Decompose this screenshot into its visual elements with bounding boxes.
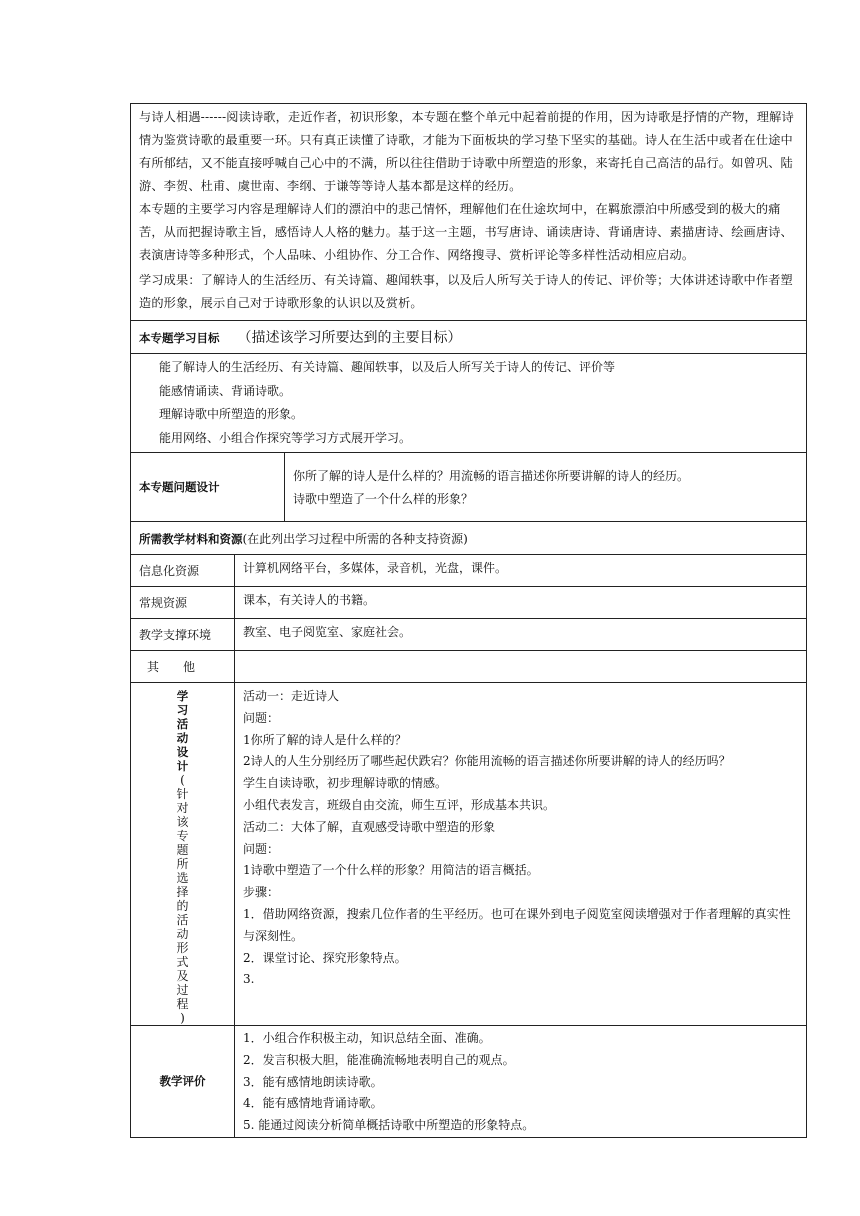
goals-header-row [131, 321, 807, 354]
goal-item: 能感情诵读、背诵诗歌。 [159, 383, 292, 398]
activities-label-char: 动 [176, 731, 189, 745]
resource-value: 教室、电子阅览室、家庭社会。 [235, 619, 807, 651]
activity-line: 1你所了解的诗人是什么样的？ [243, 732, 407, 747]
intro-cell [131, 104, 807, 321]
lesson-plan-document [130, 103, 806, 1138]
activity-line: 问题： [243, 841, 280, 856]
activity-line: 1．借助网络资源，搜索几位作者的生平经历。也可在课外到电子阅览室阅读增强对于作者理解的真实性与深刻性。 [243, 906, 791, 943]
activity-line: 2诗人的人生分别经历了哪些起伏跌宕？你能用流畅的语言描述你所要讲解的诗人的经历吗？ [243, 754, 731, 769]
activity-line: 小组代表发言，班级自由交流，师生互评，形成基本共识。 [243, 797, 556, 812]
activity-line: 活动二：大体了解，直观感受诗歌中塑造的形象 [243, 819, 496, 834]
resource-row [131, 619, 807, 651]
activities-label-char: 活 [176, 913, 189, 927]
activities-label-char: 程 [176, 997, 189, 1011]
questions-list [285, 453, 807, 522]
resource-row [131, 587, 807, 619]
activities-label-char: ( [180, 773, 185, 787]
evaluation-item: 1．小组合作积极主动，知识总结全面、准确。 [243, 1031, 491, 1045]
evaluation-row [131, 1026, 807, 1138]
activities-label-char: 计 [176, 759, 189, 773]
activities-label-normal [131, 773, 234, 1025]
resources-title: 所需教学材料和资源 [139, 531, 243, 546]
activities-label-char: 对 [176, 801, 189, 815]
resource-value: 课本，有关诗人的书籍。 [235, 587, 807, 619]
activity-line: 2．课堂讨论、探究形象特点。 [243, 950, 407, 965]
activities-label-char: 设 [176, 745, 189, 759]
activity-line: 问题： [243, 710, 280, 725]
evaluation-item: 3．能有感情地朗读诗歌。 [243, 1074, 383, 1089]
resource-label: 常规资源 [131, 587, 235, 619]
activities-label-char: 过 [176, 983, 189, 997]
activity-line: 步骤： [243, 885, 280, 900]
resource-value: 计算机网络平台，多媒体，录音机，光盘，课件。 [235, 555, 807, 587]
activities-label-char: 形 [176, 941, 189, 955]
activities-label-char: 择 [176, 885, 189, 899]
intro-row [131, 104, 807, 321]
questions-title: 本专题问题设计 [131, 453, 285, 522]
evaluation-item: 2．发言积极大胆，能准确流畅地表明自己的观点。 [243, 1052, 515, 1067]
activities-label-char: 题 [176, 843, 189, 857]
goals-title: 本专题学习目标 [139, 331, 220, 345]
activity-line: 1诗歌中塑造了一个什么样的形象？用简洁的语言概括。 [243, 863, 539, 878]
activities-content [235, 683, 807, 1026]
goals-hint: （描述该学习所要达到的主要目标） [237, 330, 462, 346]
activities-label-bold [131, 689, 234, 773]
evaluation-list [235, 1026, 807, 1138]
intro-paragraph: 与诗人相遇------阅读诗歌，走近作者，初识形象，本专题在整个单元中起着前提的作用，因为诗歌是抒情的产物，理解诗情为鉴赏诗歌的最重要一环。只有真正读懂了诗歌，才能为下面板块的学习垫下坚实的基础。诗人在生活中或者在仕途中有所郁结，又不能直接呼喊自己心中的不满，所以往往借助于诗歌中所塑造的形象，来寄托自己高洁的品行。如曾巩、陆游、李贺、杜甫、虞世南、李纲、于谦等等诗人基本都是这样的经历。 [139, 110, 794, 193]
activities-label-char: 的 [176, 899, 189, 913]
goal-item: 能了解诗人的生活经历、有关诗篇、趣闻轶事，以及后人所写关于诗人的传记、评价等 [159, 360, 616, 374]
resources-hint: (在此列出学习过程中所需的各种支持资源) [242, 531, 468, 546]
activities-label-char: 专 [176, 829, 189, 843]
intro-paragraph: 本专题的主要学习内容是理解诗人们的漂泊中的悲己情怀，理解他们在仕途坎坷中，在羁旅漂泊中所感受到的极大的痛苦，从而把握诗歌主旨，感悟诗人人格的魅力。基于这一主题，书写唐诗、诵读唐诗、背诵唐诗、素描唐诗、绘画唐诗、表演唐诗等多种形式，个人品味、小组协作、分工合作、网络搜寻、赏析评论等多样性活动相应启动。 [139, 202, 793, 262]
resource-row [131, 651, 807, 683]
questions-row [131, 453, 807, 522]
goals-header [131, 321, 807, 354]
activities-label-char: 及 [176, 969, 189, 983]
question-item: 你所了解的诗人是什么样的？用流畅的语言描述你所要讲解的诗人的经历。 [293, 469, 690, 483]
activities-row [131, 683, 807, 1026]
resource-label: 其 他 [131, 651, 235, 683]
evaluation-title: 教学评价 [131, 1026, 235, 1138]
lesson-plan-table [130, 103, 807, 1138]
resources-header-row [131, 522, 807, 555]
resources-header [131, 522, 807, 555]
activities-label-char: 动 [176, 927, 189, 941]
activities-label-char: ) [180, 1011, 185, 1025]
activities-label-char: 习 [176, 703, 189, 717]
activities-label [131, 683, 235, 1026]
resource-label: 教学支撑环境 [131, 619, 235, 651]
evaluation-item: 5. 能通过阅读分析简单概括诗歌中所塑造的形象特点。 [243, 1118, 535, 1133]
goals-list [131, 354, 807, 453]
activities-label-char: 该 [176, 815, 189, 829]
activities-label-char: 选 [176, 871, 189, 885]
intro-paragraph: 学习成果：了解诗人的生活经历、有关诗篇、趣闻轶事，以及后人所写关于诗人的传记、评价等；大体讲述诗歌中作者塑造的形象，展示自己对于诗歌形象的认识以及赏析。 [139, 273, 793, 310]
resource-label: 信息化资源 [131, 555, 235, 587]
resource-row [131, 555, 807, 587]
question-item: 诗歌中塑造了一个什么样的形象？ [293, 492, 474, 506]
evaluation-item: 4．能有感情地背诵诗歌。 [243, 1096, 383, 1111]
resource-value [235, 651, 807, 683]
activities-label-char: 所 [176, 857, 189, 871]
activities-label-char: 学 [176, 689, 189, 703]
activity-line: 活动一：走近诗人 [243, 689, 340, 703]
goal-item: 能用网络、小组合作探究等学习方式展开学习。 [159, 430, 412, 445]
activity-line: 3. [243, 972, 255, 987]
activities-label-char: 式 [176, 955, 189, 969]
goal-item: 理解诗歌中所塑造的形象。 [159, 407, 304, 421]
goals-list-row [131, 354, 807, 453]
activity-line: 学生自读诗歌，初步理解诗歌的情感。 [243, 776, 448, 791]
activities-label-char: 活 [176, 717, 189, 731]
activities-label-char: 针 [176, 787, 189, 801]
